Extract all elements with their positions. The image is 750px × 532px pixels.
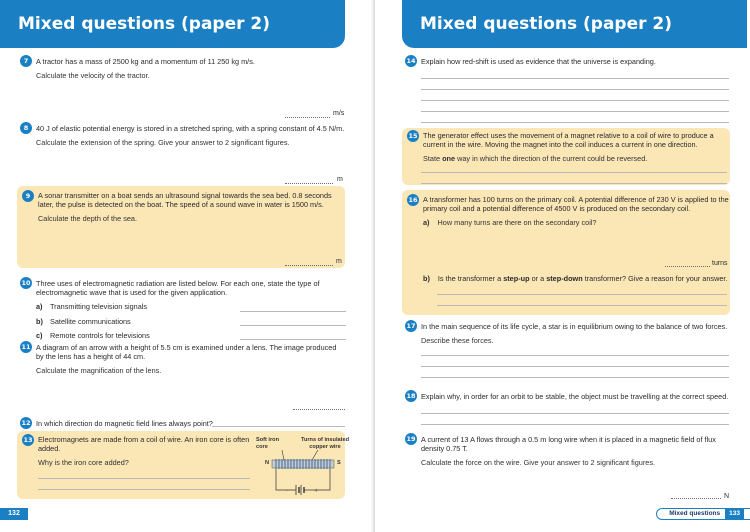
svg-text:−: − xyxy=(285,488,290,494)
answer-line[interactable] xyxy=(285,176,333,184)
list-item xyxy=(36,302,346,311)
question-7 xyxy=(20,57,350,84)
answer-line[interactable] xyxy=(240,332,346,340)
item-letter: c) xyxy=(36,330,43,340)
electromagnet-diagram xyxy=(270,450,340,498)
question-number: 7 xyxy=(20,55,32,67)
question-number: 15 xyxy=(408,132,418,140)
question-subtext: Calculate the extension of the spring. Give your answer to 2 significant figures. xyxy=(36,138,290,148)
right-page-footer xyxy=(656,508,750,520)
answer-lines[interactable] xyxy=(421,345,729,378)
question-text: Explain why, in order for an orbit to be stable, the object must be travelling at the correct speed. xyxy=(421,392,729,401)
question-number: 19 xyxy=(406,435,416,443)
answer-line[interactable] xyxy=(285,110,330,118)
question-11 xyxy=(20,343,346,380)
question-subtext: Calculate the force on the wire. Give your answer to 2 significant figures. xyxy=(421,458,656,468)
question-number: 13 xyxy=(23,436,33,444)
question-text: Explain how red-shift is used as evidence that the universe is expanding. xyxy=(421,57,656,66)
question-number: 17 xyxy=(406,322,416,330)
left-banner-title: Mixed questions (paper 2) xyxy=(0,0,345,48)
answer-unit: m xyxy=(336,258,342,265)
question-subtext: State one way in which the direction of the current could be reversed. xyxy=(423,154,648,164)
question-number: 16 xyxy=(408,196,418,204)
answer-lines[interactable] xyxy=(421,68,729,123)
question-number: 18 xyxy=(406,392,416,400)
item-label: Remote controls for televisions xyxy=(50,330,150,340)
answer-line[interactable] xyxy=(665,259,710,267)
answer-line[interactable] xyxy=(240,304,346,312)
right-page-number: 133 xyxy=(725,509,744,519)
answer-line[interactable] xyxy=(240,318,346,326)
answer-unit: m xyxy=(337,176,343,183)
pole-s: S xyxy=(337,460,341,466)
answer-line[interactable] xyxy=(285,258,333,266)
question-text: Electromagnets are made from a coil of wire. An iron core is often added. xyxy=(38,435,250,454)
answer-unit: turns xyxy=(712,260,728,267)
answer-lines[interactable] xyxy=(437,284,727,306)
question-text: A sonar transmitter on a boat sends an ultrasound signal towards the sea bed. 0.8 seconds later, the pulse is detected on the boat. The speed of a sound wave in water is 1500 m/s. xyxy=(38,191,332,210)
answer-lines[interactable] xyxy=(421,403,729,425)
question-number: 14 xyxy=(406,57,416,65)
svg-text:+: + xyxy=(314,488,319,494)
left-page-number: 132 xyxy=(0,508,28,520)
question-text: 40 J of elastic potential energy is stored in a stretched spring, with a spring constant of 4.5 N/m. xyxy=(36,124,345,133)
question-text: A current of 13 A flows through a 0.5 m long wire when it is placed in a magnetic field of flux density 0.75 T. xyxy=(421,435,716,454)
answer-unit: m/s xyxy=(333,110,345,117)
question-number: 11 xyxy=(21,343,31,351)
question-text: The generator effect uses the movement of a magnet relative to a coil of wire to produce a current in the wire. Moving the magnet into the coil induces a current in one direction. xyxy=(423,131,714,150)
answer-line[interactable] xyxy=(671,491,721,499)
item-letter: a) xyxy=(36,302,43,312)
answer-line[interactable] xyxy=(212,419,345,427)
part-b: b) Is the transformer a step-up or a step-down transformer? Give a reason for your answer. xyxy=(423,274,728,283)
question-text: A tractor has a mass of 2500 kg and a momentum of 11 250 kg m/s. xyxy=(36,57,255,66)
question-text: In which direction do magnetic field lines always point? xyxy=(36,419,213,428)
label-soft-iron-core: Soft iron core xyxy=(256,437,279,450)
answer-unit: N xyxy=(724,493,730,500)
question-text: In the main sequence of its life cycle, a star is in equilibrium owing to the balance of two forces. xyxy=(421,322,728,331)
list-item xyxy=(36,331,346,340)
footer-section-label: Mixed questions xyxy=(669,510,721,517)
question-subtext: Calculate the depth of the sea. xyxy=(38,214,137,224)
question-text: A transformer has 100 turns on the primary coil. A potential difference of 230 V is applied to the primary coil and a potential difference of 4500 V is produced on the secondary coil. xyxy=(423,195,729,214)
item-label: Satellite communications xyxy=(50,316,131,326)
question-9 xyxy=(22,191,342,228)
question-subtext: Calculate the velocity of the tractor. xyxy=(36,71,150,81)
part-a: a) How many turns are there on the secondary coil? xyxy=(423,218,597,228)
pole-n: N xyxy=(265,460,270,466)
item-letter: b) xyxy=(36,316,43,326)
answer-lines[interactable] xyxy=(421,162,727,184)
question-text: Three uses of electromagnetic radiation are listed below. For each one, state the type of electromagnetic wave that is used for the given application. xyxy=(36,279,320,298)
right-page xyxy=(375,0,750,532)
question-number: 8 xyxy=(20,122,32,134)
question-number: 9 xyxy=(22,190,34,202)
question-10 xyxy=(20,279,346,340)
question-number: 10 xyxy=(21,279,31,287)
question-subtext: Why is the iron core added? xyxy=(38,458,129,468)
question-number: 12 xyxy=(21,419,31,427)
answer-line[interactable] xyxy=(293,402,345,410)
question-13 xyxy=(22,435,252,472)
question-text: A diagram of an arrow with a height of 5.5 cm is examined under a lens. The image produced by the lens has a height of 44 cm. xyxy=(36,343,337,362)
question-16 xyxy=(407,195,729,232)
label-copper-wire: Turns of insulated copper wire xyxy=(300,437,350,450)
question-19 xyxy=(405,435,725,472)
question-8 xyxy=(20,124,350,151)
question-subtext: Describe these forces. xyxy=(421,336,494,346)
question-subtext: Calculate the magnification of the lens. xyxy=(36,366,162,376)
list-item xyxy=(36,317,346,326)
answer-lines[interactable] xyxy=(38,468,250,490)
right-banner-title: Mixed questions (paper 2) xyxy=(402,0,747,48)
item-label: Transmitting television signals xyxy=(50,302,148,312)
